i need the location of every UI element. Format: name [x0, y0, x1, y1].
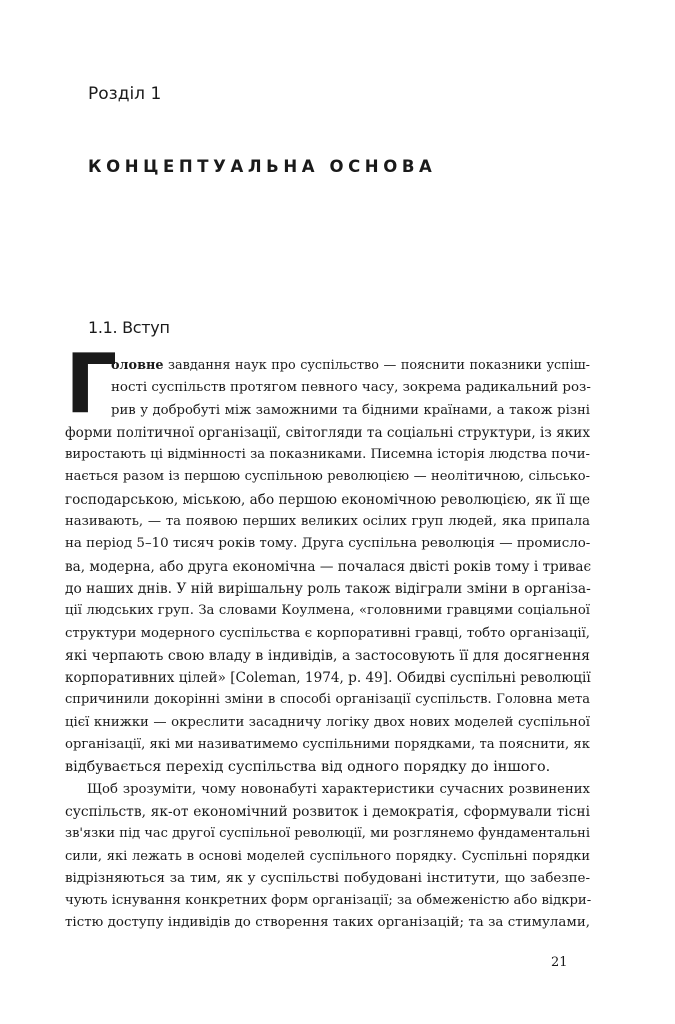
- second-paragraph: [65, 779, 590, 935]
- text-line: структури модерного суспільства є корпоративні гравці, тобто організації,: [65, 625, 590, 641]
- text-line: рив у добробуті між заможними та бідними країнами, а також різні: [111, 402, 590, 418]
- section-heading: 1.1. Вступ: [88, 318, 170, 337]
- text-line: чують існування конкретних форм організації; за обмеженістю або відкри-: [65, 893, 592, 909]
- text-line: нається разом із першою суспільною революцією — неолітичною, сільсько-: [65, 469, 590, 485]
- text-line: виростають ці відмінності за показниками. Писемна історія людства почи-: [65, 447, 590, 463]
- text-line: зв'язки під час другої суспільної революції, ми розглянемо фундаментальні: [65, 826, 590, 842]
- drop-cap: Г: [65, 337, 118, 432]
- text-line: господарською, міською, або першою економічною революцією, як її ще: [65, 491, 590, 508]
- text-line: спричинили докорінні зміни в способі організації суспільств. Головна мета: [65, 692, 590, 708]
- text-line: які черпають свою владу в індивідів, а застосовують її для досягнення: [65, 647, 590, 664]
- text-line: ції людських груп. За словами Коулмена, «головними гравцями соціальної: [65, 603, 590, 619]
- text-line: суспільств, як-от економічний розвиток і демократія, сформували тісні: [65, 803, 590, 820]
- text-line: організації, які ми називатимемо суспільними порядками, та пояснити, як: [65, 737, 590, 753]
- line-text: завдання наук про суспільство — пояснити показники успіш-: [163, 358, 590, 373]
- text-line: корпоративних цілей» [Coleman, 1974, p. 49]. Обидві суспільні революції: [65, 670, 591, 687]
- text-line: ва, модерна, або друга економічна — почалася двісті років тому і триває: [65, 558, 592, 575]
- text-line: [111, 355, 590, 377]
- text-line: ності суспільств протягом певного часу, зокрема радикальний роз-: [111, 380, 591, 396]
- text-line: сили, які лежать в основі моделей суспільного порядку. Суспільні порядки: [65, 848, 590, 864]
- text-line: Щоб зрозуміти, чому новонабуті характеристики сучасних розвинених: [87, 781, 590, 797]
- page-number: 21: [551, 955, 568, 970]
- intro-paragraph: [65, 337, 592, 779]
- body-text: [65, 337, 592, 935]
- text-line: цієї книжки — окреслити засадничу логіку двох нових моделей суспільної: [65, 714, 590, 730]
- chapter-label: Розділ 1: [88, 84, 162, 104]
- text-line: відрізняються за тим, як у суспільстві побудовані інститути, що забезпе-: [65, 870, 590, 886]
- text-line: тістю доступу індивідів до створення таких організацій; та за стимулами,: [65, 915, 590, 931]
- chapter-title: КОНЦЕПТУАЛЬНА ОСНОВА: [88, 157, 437, 176]
- text-line: форми політичної організації, світогляди та соціальні структури, із яких: [65, 424, 590, 441]
- text-line: називають, — та появою перших великих осілих груп людей, яка припала: [65, 514, 590, 530]
- lead-word: оловне: [111, 358, 164, 373]
- text-line: відбувається перехід суспільства від одного порядку до іншого.: [65, 759, 551, 776]
- text-line: на період 5–10 тисяч років тому. Друга суспільна революція — промисло-: [65, 536, 591, 552]
- text-line: до наших днів. У ній вирішальну роль також відіграли зміни в організа-: [65, 580, 591, 597]
